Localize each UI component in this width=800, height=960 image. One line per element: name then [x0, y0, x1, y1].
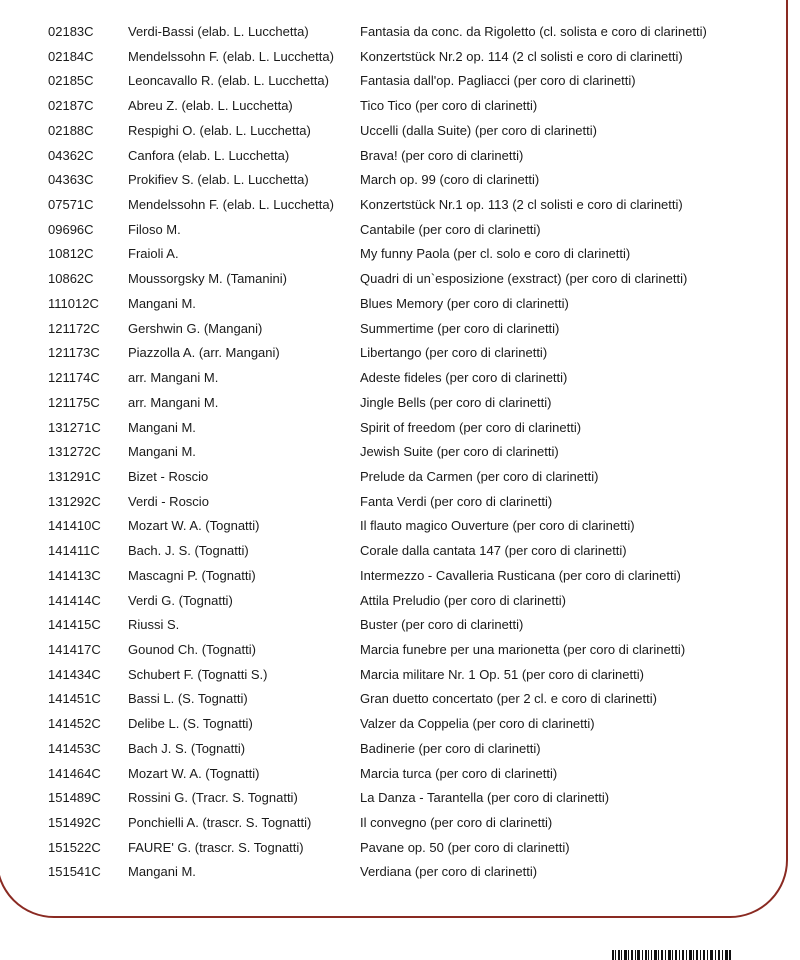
catalog-code: 10862C — [48, 271, 94, 287]
catalog-title: Fantasia dall'op. Pagliacci (per coro di clarinetti) — [360, 73, 636, 89]
catalog-author: Mendelssohn F. (elab. L. Lucchetta) — [128, 197, 334, 213]
catalog-title: Buster (per coro di clarinetti) — [360, 617, 524, 633]
catalog-author: Bassi L. (S. Tognatti) — [128, 691, 248, 707]
catalog-code: 141417C — [48, 641, 101, 657]
catalog-title: Attila Preludio (per coro di clarinetti) — [360, 592, 566, 608]
catalog-code: 141452C — [48, 716, 101, 732]
catalog-author: Riussi S. — [128, 617, 180, 633]
catalog-author: arr. Mangani M. — [128, 394, 219, 410]
catalog-title: Quadri di un`esposizione (exstract) (per coro di clarinetti) — [360, 271, 688, 287]
catalog-title: Summertime (per coro di clarinetti) — [360, 320, 560, 336]
catalog-code: 02185C — [48, 73, 94, 89]
catalog-code: 141414C — [48, 592, 101, 608]
catalog-row — [48, 242, 788, 267]
catalog-title: Prelude da Carmen (per coro di clarinetti) — [360, 468, 599, 484]
catalog-code: 131291C — [48, 468, 101, 484]
catalog-row — [48, 119, 788, 144]
catalog-code: 04363C — [48, 172, 94, 188]
catalog-author: Mozart W. A. (Tognatti) — [128, 518, 260, 534]
catalog-code: 131271C — [48, 419, 101, 435]
catalog-author: Abreu Z. (elab. L. Lucchetta) — [128, 98, 293, 114]
catalog-row — [48, 366, 788, 391]
catalog-title: Valzer da Coppelia (per coro di clarinetti) — [360, 716, 595, 732]
catalog-code: 02187C — [48, 98, 94, 114]
catalog-row — [48, 218, 788, 243]
catalog-title: My funny Paola (per cl. solo e coro di clarinetti) — [360, 246, 631, 262]
catalog-code: 141413C — [48, 567, 101, 583]
catalog-code: 141411C — [48, 543, 100, 559]
catalog-author: Verdi-Bassi (elab. L. Lucchetta) — [128, 24, 309, 39]
catalog-title: Adeste fideles (per coro di clarinetti) — [360, 370, 568, 386]
catalog-row — [48, 391, 788, 416]
catalog-title: Spirit of freedom (per coro di clarinetti) — [360, 419, 582, 435]
catalog-author: Mozart W. A. (Tognatti) — [128, 765, 260, 781]
catalog-title: Marcia funebre per una marionetta (per coro di clarinetti) — [360, 641, 686, 657]
catalog-author: Bizet - Roscio — [128, 468, 209, 484]
catalog-author: Ponchielli A. (trascr. S. Tognatti) — [128, 815, 312, 830]
catalog-row — [48, 292, 788, 317]
catalog-author: Fraioli A. — [128, 246, 179, 262]
catalog-row — [48, 514, 788, 539]
catalog-title: Libertango (per coro di clarinetti) — [360, 345, 548, 361]
catalog-code: 111012C — [48, 295, 99, 311]
catalog-code: 141434C — [48, 666, 101, 682]
catalog-title: Uccelli (dalla Suite) (per coro di clarinetti) — [360, 122, 597, 138]
catalog-author: Mangani M. — [128, 295, 196, 311]
catalog-author: Delibe L. (S. Tognatti) — [128, 716, 253, 732]
catalog-title: Konzertstück Nr.2 op. 114 (2 cl solisti e coro di clarinetti) — [360, 48, 683, 64]
catalog-title: Fanta Verdi (per coro di clarinetti) — [360, 493, 553, 509]
catalog-code: 10812C — [48, 246, 94, 262]
catalog-code: 02183C — [48, 24, 94, 39]
catalog-row — [48, 811, 788, 836]
catalog-title: Brava! (per coro di clarinetti) — [360, 147, 524, 163]
catalog-author: FAURE' G. (trascr. S. Tognatti) — [128, 839, 304, 855]
catalog-author: Verdi - Roscio — [128, 493, 209, 509]
catalog-title: Gran duetto concertato (per 2 cl. e coro di clarinetti) — [360, 691, 657, 707]
catalog-row — [48, 786, 788, 811]
catalog-code: 151489C — [48, 790, 101, 806]
catalog-title: Il flauto magico Ouverture (per coro di clarinetti) — [360, 518, 635, 534]
catalog-author: Piazzolla A. (arr. Mangani) — [128, 345, 280, 361]
catalog-author: Moussorgsky M. (Tamanini) — [128, 271, 287, 287]
catalog-author: Mendelssohn F. (elab. L. Lucchetta) — [128, 48, 334, 64]
catalog-list — [48, 20, 788, 885]
catalog-code: 151492C — [48, 815, 101, 830]
catalog-code: 121172C — [48, 320, 100, 336]
catalog-code: 02184C — [48, 48, 94, 64]
catalog-row — [48, 687, 788, 712]
catalog-title: Intermezzo - Cavalleria Rusticana (per coro di clarinetti) — [360, 567, 681, 583]
catalog-code: 141453C — [48, 740, 101, 756]
catalog-author: Verdi G. (Tognatti) — [128, 592, 233, 608]
catalog-code: 04362C — [48, 147, 94, 163]
catalog-author: Bach. J. S. (Tognatti) — [128, 543, 249, 559]
catalog-row — [48, 613, 788, 638]
catalog-row — [48, 539, 788, 564]
catalog-author: Leoncavallo R. (elab. L. Lucchetta) — [128, 73, 329, 89]
catalog-author: Respighi O. (elab. L. Lucchetta) — [128, 122, 311, 138]
catalog-row — [48, 341, 788, 366]
barcode — [612, 950, 732, 960]
catalog-row — [48, 663, 788, 688]
catalog-title: Blues Memory (per coro di clarinetti) — [360, 295, 569, 311]
catalog-title: Il convegno (per coro di clarinetti) — [360, 815, 553, 830]
catalog-code: 141410C — [48, 518, 101, 534]
catalog-title: Corale dalla cantata 147 (per coro di clarinetti) — [360, 543, 627, 559]
catalog-row — [48, 69, 788, 94]
catalog-row — [48, 737, 788, 762]
catalog-author: Rossini G. (Tracr. S. Tognatti) — [128, 790, 298, 806]
catalog-code: 02188C — [48, 122, 94, 138]
catalog-row — [48, 193, 788, 218]
catalog-author: Schubert F. (Tognatti S.) — [128, 666, 268, 682]
catalog-row — [48, 440, 788, 465]
catalog-author: Prokifiev S. (elab. L. Lucchetta) — [128, 172, 309, 188]
catalog-row — [48, 762, 788, 787]
catalog-row — [48, 267, 788, 292]
catalog-row — [48, 94, 788, 119]
catalog-code: 09696C — [48, 221, 94, 237]
catalog-title: Verdiana (per coro di clarinetti) — [360, 864, 538, 880]
catalog-code: 07571C — [48, 197, 94, 213]
catalog-title: Jingle Bells (per coro di clarinetti) — [360, 394, 552, 410]
catalog-code: 131292C — [48, 493, 101, 509]
catalog-author: Mangani M. — [128, 419, 196, 435]
catalog-title: Konzertstück Nr.1 op. 113 (2 cl solisti e coro di clarinetti) — [360, 197, 683, 213]
catalog-author: Bach J. S. (Tognatti) — [128, 740, 246, 756]
catalog-row — [48, 45, 788, 70]
catalog-row — [48, 589, 788, 614]
catalog-row — [48, 144, 788, 169]
catalog-row — [48, 564, 788, 589]
catalog-author: Gounod Ch. (Tognatti) — [128, 641, 256, 657]
catalog-row — [48, 836, 788, 861]
catalog-code: 151522C — [48, 839, 101, 855]
catalog-code: 141451C — [48, 691, 101, 707]
catalog-author: Mangani M. — [128, 864, 196, 880]
catalog-title: Tico Tico (per coro di clarinetti) — [360, 98, 538, 114]
catalog-title: La Danza - Tarantella (per coro di clarinetti) — [360, 790, 610, 806]
catalog-row — [48, 860, 788, 885]
catalog-title: Marcia militare Nr. 1 Op. 51 (per coro di clarinetti) — [360, 666, 644, 682]
catalog-code: 141415C — [48, 617, 101, 633]
catalog-row — [48, 712, 788, 737]
catalog-row — [48, 168, 788, 193]
catalog-code: 121175C — [48, 394, 100, 410]
catalog-title: Pavane op. 50 (per coro di clarinetti) — [360, 839, 570, 855]
catalog-row — [48, 416, 788, 441]
catalog-title: Cantabile (per coro di clarinetti) — [360, 221, 541, 237]
catalog-title: Jewish Suite (per coro di clarinetti) — [360, 444, 559, 460]
catalog-title: Badinerie (per coro di clarinetti) — [360, 740, 541, 756]
catalog-code: 141464C — [48, 765, 101, 781]
catalog-title: Fantasia da conc. da Rigoletto (cl. solista e coro di clarinetti) — [360, 24, 707, 39]
catalog-row — [48, 317, 788, 342]
catalog-author: arr. Mangani M. — [128, 370, 219, 386]
catalog-author: Mascagni P. (Tognatti) — [128, 567, 256, 583]
catalog-code: 151541C — [48, 864, 101, 880]
catalog-row — [48, 20, 788, 45]
catalog-code: 121173C — [48, 345, 100, 361]
catalog-author: Gershwin G. (Mangani) — [128, 320, 263, 336]
catalog-row — [48, 465, 788, 490]
catalog-row — [48, 490, 788, 515]
catalog-code: 131272C — [48, 444, 101, 460]
catalog-author: Mangani M. — [128, 444, 196, 460]
catalog-row — [48, 638, 788, 663]
catalog-author: Filoso M. — [128, 221, 181, 237]
catalog-code: 121174C — [48, 370, 100, 386]
catalog-title: March op. 99 (coro di clarinetti) — [360, 172, 540, 188]
catalog-title: Marcia turca (per coro di clarinetti) — [360, 765, 558, 781]
catalog-author: Canfora (elab. L. Lucchetta) — [128, 147, 290, 163]
